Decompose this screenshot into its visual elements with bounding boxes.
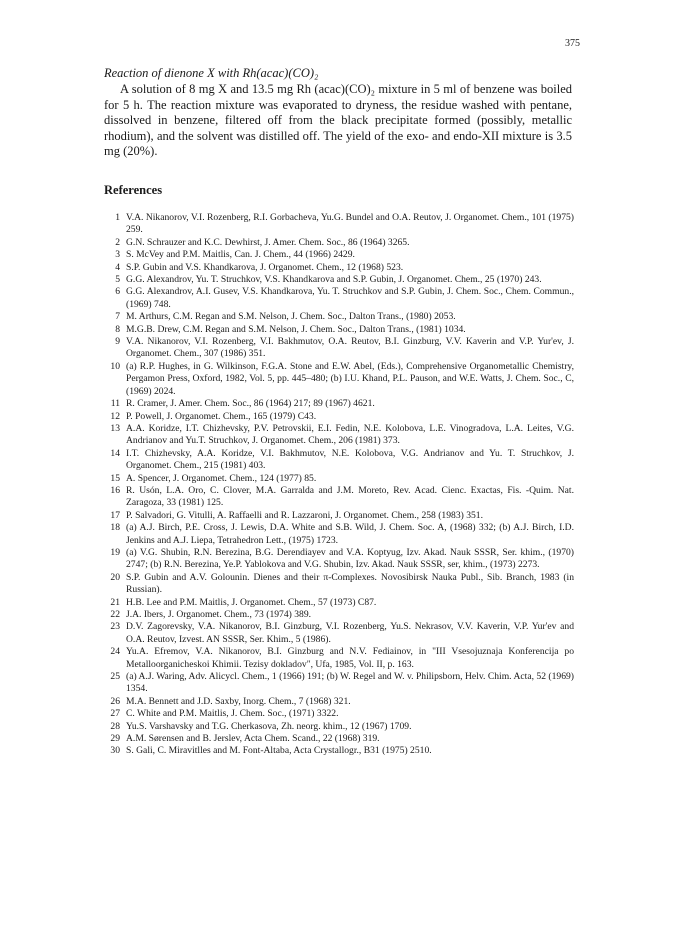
- reference-item: [104, 286, 574, 311]
- reference-number: 28: [110, 720, 120, 732]
- references-heading: References: [104, 183, 163, 197]
- reference-text: (a) A.J. Waring, Adv. Alicycl. Chem., 1 (1966) 191; (b) W. Regel and W. v. Philipsborn, Helv. Chim. Acta, 52 (1969) 1354.: [126, 671, 574, 695]
- reference-number: 4: [115, 261, 120, 273]
- reference-number: 21: [110, 596, 120, 608]
- reference-item: [104, 572, 574, 597]
- reference-text: A.M. Sørensen and B. Jerslev, Acta Chem. Scand., 22 (1968) 319.: [126, 733, 380, 745]
- reference-text: H.B. Lee and P.M. Maitlis, J. Organomet. Chem., 57 (1973) C87.: [126, 596, 377, 608]
- reference-number: 12: [110, 410, 120, 422]
- reference-text: (a) R.P. Hughes, in G. Wilkinson, F.G.A. Stone and E.W. Abel, (Eds.), Comprehensive Organometallic Chemistry, Pergamon Press, Oxford, 1982, Vol. 5, pp. 445–480; (b) I.U. Khand, P.L. Pauson, and W.E. Watts, J. Chem. Soc., C, (1969) 2024.: [126, 360, 574, 397]
- reference-text: Yu.S. Varshavsky and T.G. Cherkasova, Zh. neorg. khim., 12 (1967) 1709.: [126, 720, 412, 732]
- reference-number: 7: [115, 311, 120, 323]
- reference-item: [104, 733, 574, 745]
- reference-number: 9: [115, 336, 120, 348]
- reference-item: [104, 597, 574, 609]
- reference-number: 14: [110, 447, 120, 459]
- reference-item: [104, 696, 574, 708]
- reference-text: R. Cramer, J. Amer. Chem. Soc., 86 (1964) 217; 89 (1967) 4621.: [126, 398, 375, 410]
- reference-number: 6: [115, 286, 120, 298]
- reference-item: [104, 324, 574, 336]
- reference-item: [104, 249, 574, 261]
- reference-text: A.A. Koridze, I.T. Chizhevsky, P.V. Petrovskii, E.I. Fedin, N.E. Kolobova, L.E. Vinogradova, L.A. Leites, V.G. Andrianov and Yu.T. Struchkov, J. Organomet. Chem., 206 (1981) 373.: [126, 422, 574, 447]
- reference-number: 8: [115, 323, 120, 335]
- reference-number: 2: [115, 236, 120, 248]
- reference-text: S.P. Gubin and A.V. Golounin. Dienes and their π-Complexes. Novosibirsk Nauka Publ., Sib. Branch, 1983 (in Russian).: [126, 571, 574, 596]
- reference-number: 1: [115, 212, 120, 223]
- reference-number: 29: [110, 733, 120, 745]
- reference-text: S.P. Gubin and V.S. Khandkarova, J. Organomet. Chem., 12 (1968) 523.: [126, 261, 404, 273]
- reference-item: [104, 311, 574, 323]
- body-paragraph: A solution of 8 mg X and 13.5 mg Rh (acac)(CO)₂ mixture in 5 ml of benzene was boiled for 5 h. The reaction mixture was evaporated to dryness, the residue washed with pentane, dissolved in benzene, filtered off from the black precipitate formed (possibly, metallic rhodium), and the solvent was distilled off. The yield of the exo- and endo-XII mixture is 3.5 mg (20%).: [104, 82, 572, 159]
- reference-item: [104, 522, 574, 547]
- reference-text: A. Spencer, J. Organomet. Chem., 124 (1977) 85.: [126, 472, 317, 484]
- reference-text: M. Arthurs, C.M. Regan and S.M. Nelson, J. Chem. Soc., Dalton Trans., (1980) 2053.: [126, 311, 456, 323]
- reference-number: 26: [110, 695, 120, 707]
- reference-text: S. McVey and P.M. Maitlis, Can. J. Chem., 44 (1966) 2429.: [126, 249, 355, 261]
- reference-text: C. White and P.M. Maitlis, J. Chem. Soc., (1971) 3322.: [126, 708, 339, 720]
- reference-item: [104, 398, 574, 410]
- reference-item: [104, 510, 574, 522]
- reference-text: G.G. Alexandrov, A.I. Gusev, V.S. Khandkarova, Yu. T. Struchkov and S.P. Gubin, J. Chem. Soc., Chem. Commun., (1969) 748.: [126, 286, 574, 310]
- reference-number: 20: [110, 571, 120, 583]
- reference-number: 5: [115, 274, 120, 286]
- reference-text: S. Gali, C. Miravitlles and M. Font-Altaba, Acta Crystallogr., B31 (1975) 2510.: [126, 745, 432, 757]
- reference-number: 27: [110, 708, 120, 720]
- reference-text: M.G.B. Drew, C.M. Regan and S.M. Nelson, J. Chem. Soc., Dalton Trans., (1981) 1034.: [126, 323, 466, 335]
- reference-item: [104, 448, 574, 473]
- reference-text: (a) A.J. Birch, P.E. Cross, J. Lewis, D.A. White and S.B. Wild, J. Chem. Soc. A, (1968) 332; (b) A.J. Birch, I.D. Jenkins and A.J. Liepa, Tetrahedron Lett., (1975) 1723.: [126, 522, 574, 546]
- reference-text: V.A. Nikanorov, V.I. Rozenberg, R.I. Gorbacheva, Yu.G. Bundel and O.A. Reutov, J. Organomet. Chem., 101 (1975) 259.: [126, 212, 574, 236]
- reference-number: 15: [110, 472, 120, 484]
- references-list: [104, 212, 574, 758]
- reference-item: [104, 547, 574, 572]
- reference-text: M.A. Bennett and J.D. Saxby, Inorg. Chem., 7 (1968) 321.: [126, 695, 351, 707]
- reference-number: 17: [110, 509, 120, 521]
- reference-item: [104, 361, 574, 398]
- reference-text: Yu.A. Efremov, V.A. Nikanorov, B.I. Ginzburg and N.V. Fediainov, in "III Vsesojuznaja Konferencija po Metalloorganicheskoi Khimii. Tezisy dokladov", Ufa, 1985, Vol. II, p. 163.: [126, 646, 574, 670]
- section-heading: Reaction of dienone X with Rh(acac)(CO)₂: [104, 66, 319, 80]
- reference-item: [104, 274, 574, 286]
- reference-text: P. Powell, J. Organomet. Chem., 165 (1979) C43.: [126, 410, 317, 422]
- reference-number: 13: [110, 422, 120, 434]
- reference-number: 19: [110, 546, 120, 558]
- reference-item: [104, 671, 574, 696]
- reference-item: [104, 745, 574, 757]
- reference-item: [104, 411, 574, 423]
- reference-item: [104, 708, 574, 720]
- reference-number: 25: [110, 671, 120, 683]
- reference-number: 10: [110, 360, 120, 372]
- reference-text: (a) V.G. Shubin, R.N. Berezina, B.G. Derendiayev and V.A. Koptyug, Izv. Akad. Nauk SSSR, Ser. khim., (1970) 2747; (b) R.N. Berezina, Ye.P. Yablokova and V.G. Shubin, Izv. Akad. Nauk SSSR, ser, khim., (1973) 2273.: [126, 546, 574, 571]
- reference-text: G.N. Schrauzer and K.C. Dewhirst, J. Amer. Chem. Soc., 86 (1964) 3265.: [126, 236, 410, 248]
- reference-text: P. Salvadori, G. Vitulli, A. Raffaelli and R. Lazzaroni, J. Organomet. Chem., 258 (1983) 351.: [126, 509, 484, 521]
- reference-number: 11: [110, 398, 120, 410]
- reference-item: [104, 473, 574, 485]
- reference-item: [104, 262, 574, 274]
- reference-item: [104, 609, 574, 621]
- reference-item: [104, 212, 574, 237]
- reference-text: D.V. Zagorevsky, V.A. Nikanorov, B.I. Ginzburg, V.I. Rozenberg, Yu.S. Nekrasov, V.V. Kaverin, V.P. Yur'ev and O.A. Reutov, Izvest. AN SSSR, Ser. Khim., 5 (1986).: [126, 621, 574, 645]
- reference-item: [104, 423, 574, 448]
- reference-number: 23: [110, 621, 120, 633]
- reference-number: 16: [110, 484, 120, 496]
- reference-item: [104, 721, 574, 733]
- reference-number: 3: [115, 249, 120, 261]
- reference-text: J.A. Ibers, J. Organomet. Chem., 73 (1974) 389.: [126, 609, 312, 620]
- reference-item: [104, 336, 574, 361]
- reference-text: R. Usón, L.A. Oro, C. Clover, M.A. Garralda and J.M. Moreto, Rev. Acad. Cienc. Exactas, Fis. -Quim. Nat. Zaragoza, 33 (1981) 125.: [126, 484, 574, 509]
- reference-text: G.G. Alexandrov, Yu. T. Struchkov, V.S. Khandkarova and S.P. Gubin, J. Organomet. Chem., 25 (1970) 243.: [126, 274, 542, 286]
- reference-item: [104, 485, 574, 510]
- reference-item: [104, 646, 574, 671]
- reference-item: [104, 237, 574, 249]
- reference-number: 24: [110, 646, 120, 658]
- reference-number: 18: [110, 522, 120, 534]
- reference-number: 22: [110, 609, 120, 620]
- page-number: 375: [565, 38, 580, 49]
- reference-text: I.T. Chizhevsky, A.A. Koridze, V.I. Bakhmutov, N.E. Kolobova, V.G. Andrianov and Yu. T. Struchkov, J. Organomet. Chem., 215 (1981) 403.: [126, 447, 574, 472]
- reference-item: [104, 621, 574, 646]
- reference-number: 30: [110, 745, 120, 757]
- reference-text: V.A. Nikanorov, V.I. Rozenberg, V.I. Bakhmutov, O.A. Reutov, B.I. Ginzburg, V.V. Kaverin and V.P. Yur'ev, J. Organomet. Chem., 307 (1986) 351.: [126, 336, 574, 360]
